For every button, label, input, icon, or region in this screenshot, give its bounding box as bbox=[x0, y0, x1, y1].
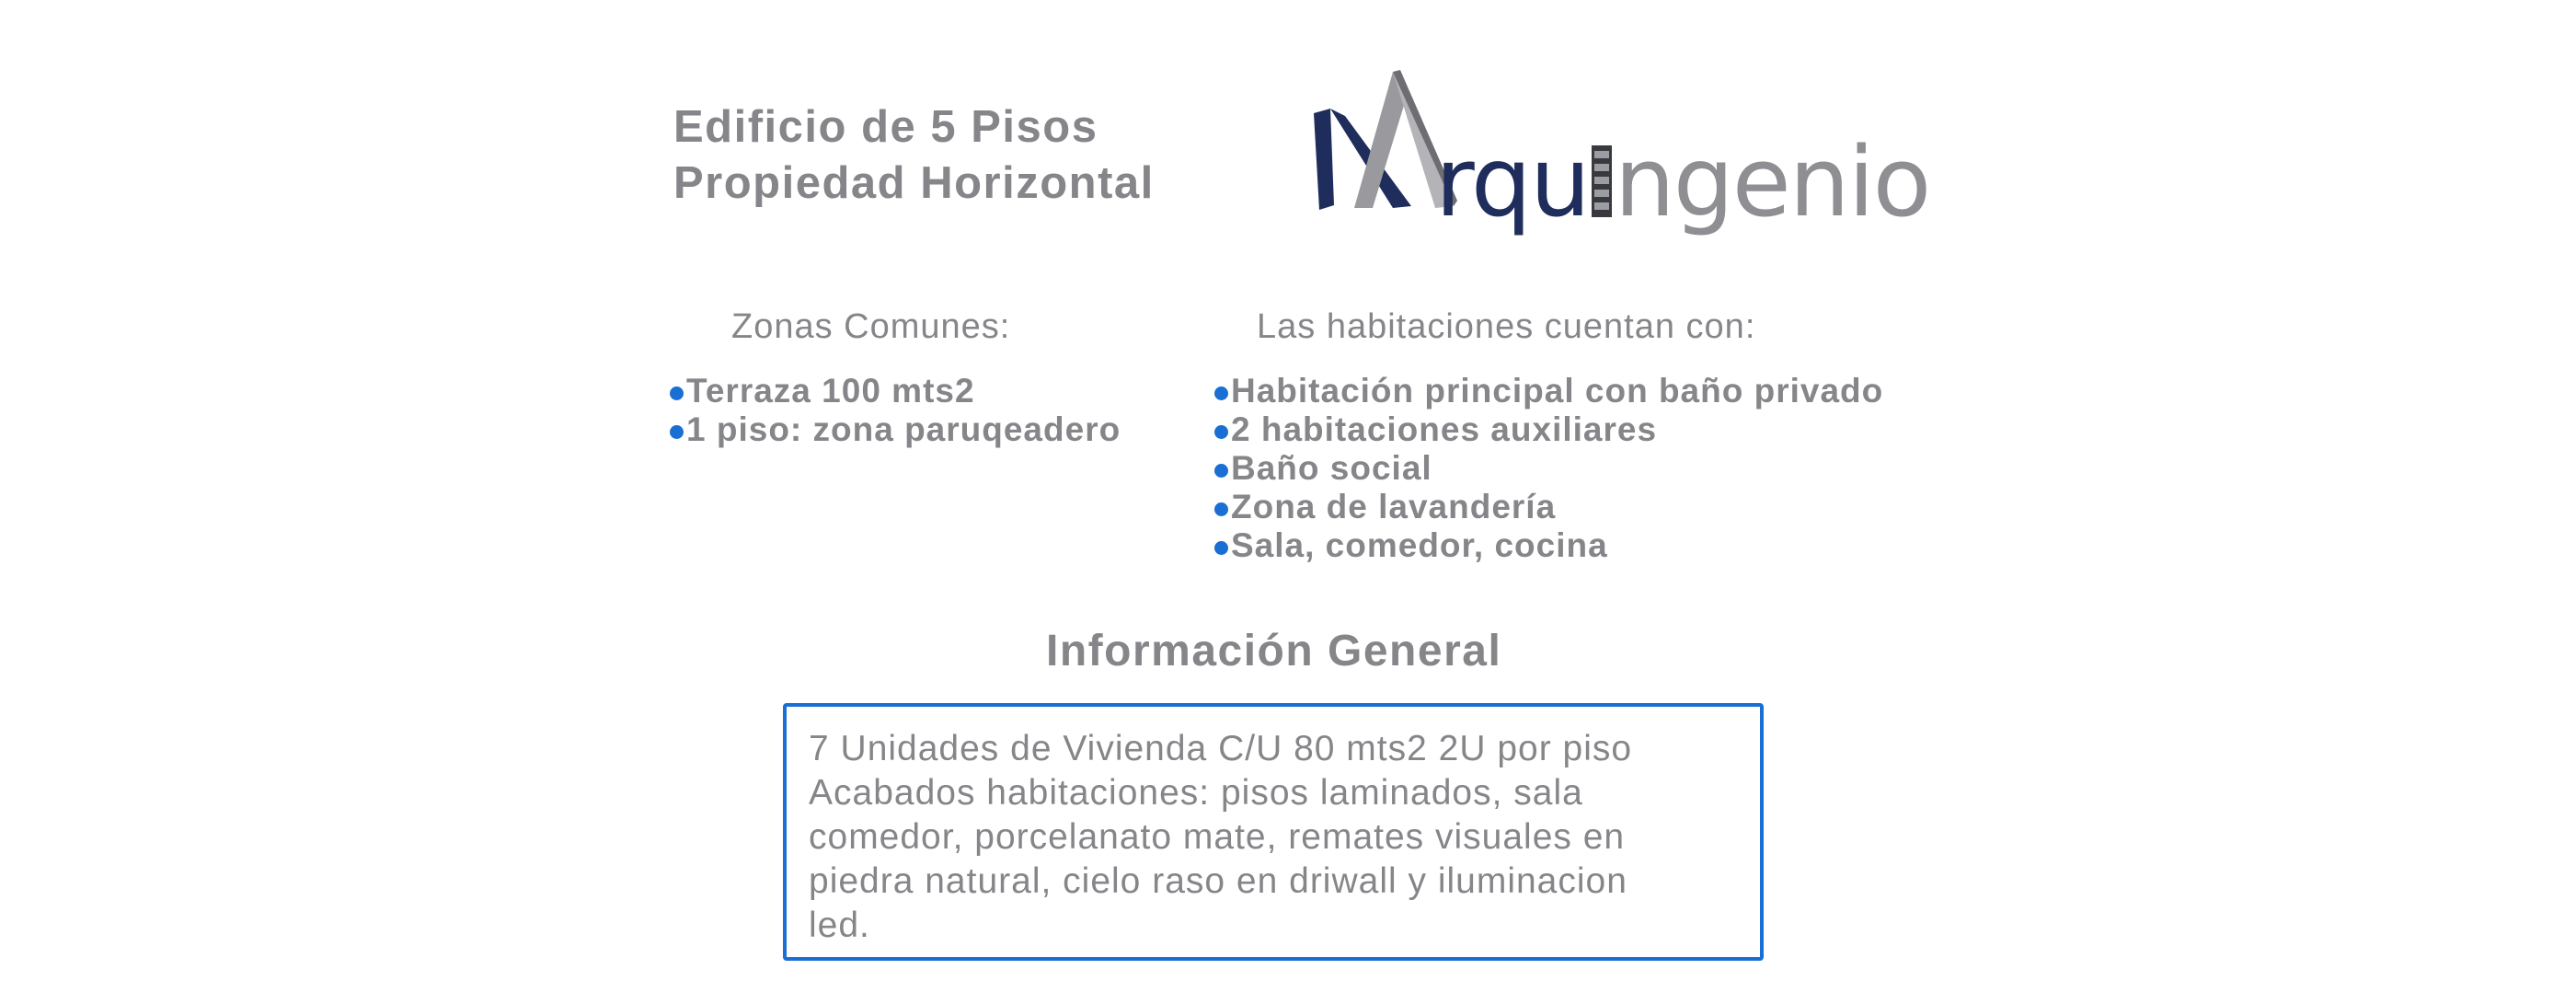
subtitle-line: Propiedad Horizontal bbox=[673, 158, 1155, 208]
informacion-general-box bbox=[783, 703, 1764, 961]
list-item bbox=[1214, 488, 1883, 526]
bullet-icon bbox=[670, 425, 684, 439]
info-line: led. bbox=[809, 906, 870, 945]
bullet-icon bbox=[1214, 387, 1228, 400]
logo-building-icon bbox=[1592, 145, 1612, 217]
list-item bbox=[1214, 372, 1883, 410]
list-item bbox=[1214, 526, 1883, 565]
logo-wordmark-grey: ngenio bbox=[1614, 126, 1930, 238]
title-line: Edificio de 5 Pisos bbox=[673, 102, 1098, 152]
habitaciones-list bbox=[1214, 372, 1883, 565]
habitaciones-heading: Las habitaciones cuentan con: bbox=[1257, 307, 1756, 346]
info-line: piedra natural, cielo raso en driwall y iluminacion bbox=[809, 861, 1627, 901]
list-item bbox=[670, 372, 1121, 410]
bullet-icon bbox=[1214, 502, 1228, 516]
list-item-text: 1 piso: zona paruqeadero bbox=[686, 410, 1121, 448]
informacion-general-heading: Información General bbox=[1046, 627, 1502, 675]
logo-wordmark bbox=[1435, 126, 1930, 238]
info-line: comedor, porcelanato mate, remates visuales en bbox=[809, 817, 1626, 857]
list-item bbox=[670, 410, 1121, 449]
page-title bbox=[673, 99, 1155, 212]
logo-wordmark-navy: rqu bbox=[1435, 126, 1589, 238]
bullet-icon bbox=[1214, 541, 1228, 555]
bullet-icon bbox=[1214, 425, 1228, 439]
bullet-icon bbox=[670, 387, 684, 400]
list-item bbox=[1214, 410, 1883, 449]
list-item-text: Zona de lavandería bbox=[1231, 488, 1557, 525]
info-line: 7 Unidades de Vivienda C/U 80 mts2 2U por piso bbox=[809, 729, 1633, 768]
list-item-text: Terraza 100 mts2 bbox=[686, 372, 975, 410]
info-line: Acabados habitaciones: pisos laminados, sala bbox=[809, 773, 1583, 813]
zonas-comunes-heading: Zonas Comunes: bbox=[731, 307, 1011, 346]
list-item-text: Habitación principal con baño privado bbox=[1231, 372, 1884, 410]
list-item bbox=[1214, 449, 1883, 488]
list-item-text: 2 habitaciones auxiliares bbox=[1231, 410, 1658, 448]
arquingenio-logo bbox=[1297, 63, 1930, 238]
list-item-text: Sala, comedor, cocina bbox=[1231, 526, 1608, 564]
list-item-text: Baño social bbox=[1231, 449, 1432, 487]
zonas-comunes-list bbox=[670, 372, 1121, 449]
bullet-icon bbox=[1214, 464, 1228, 478]
